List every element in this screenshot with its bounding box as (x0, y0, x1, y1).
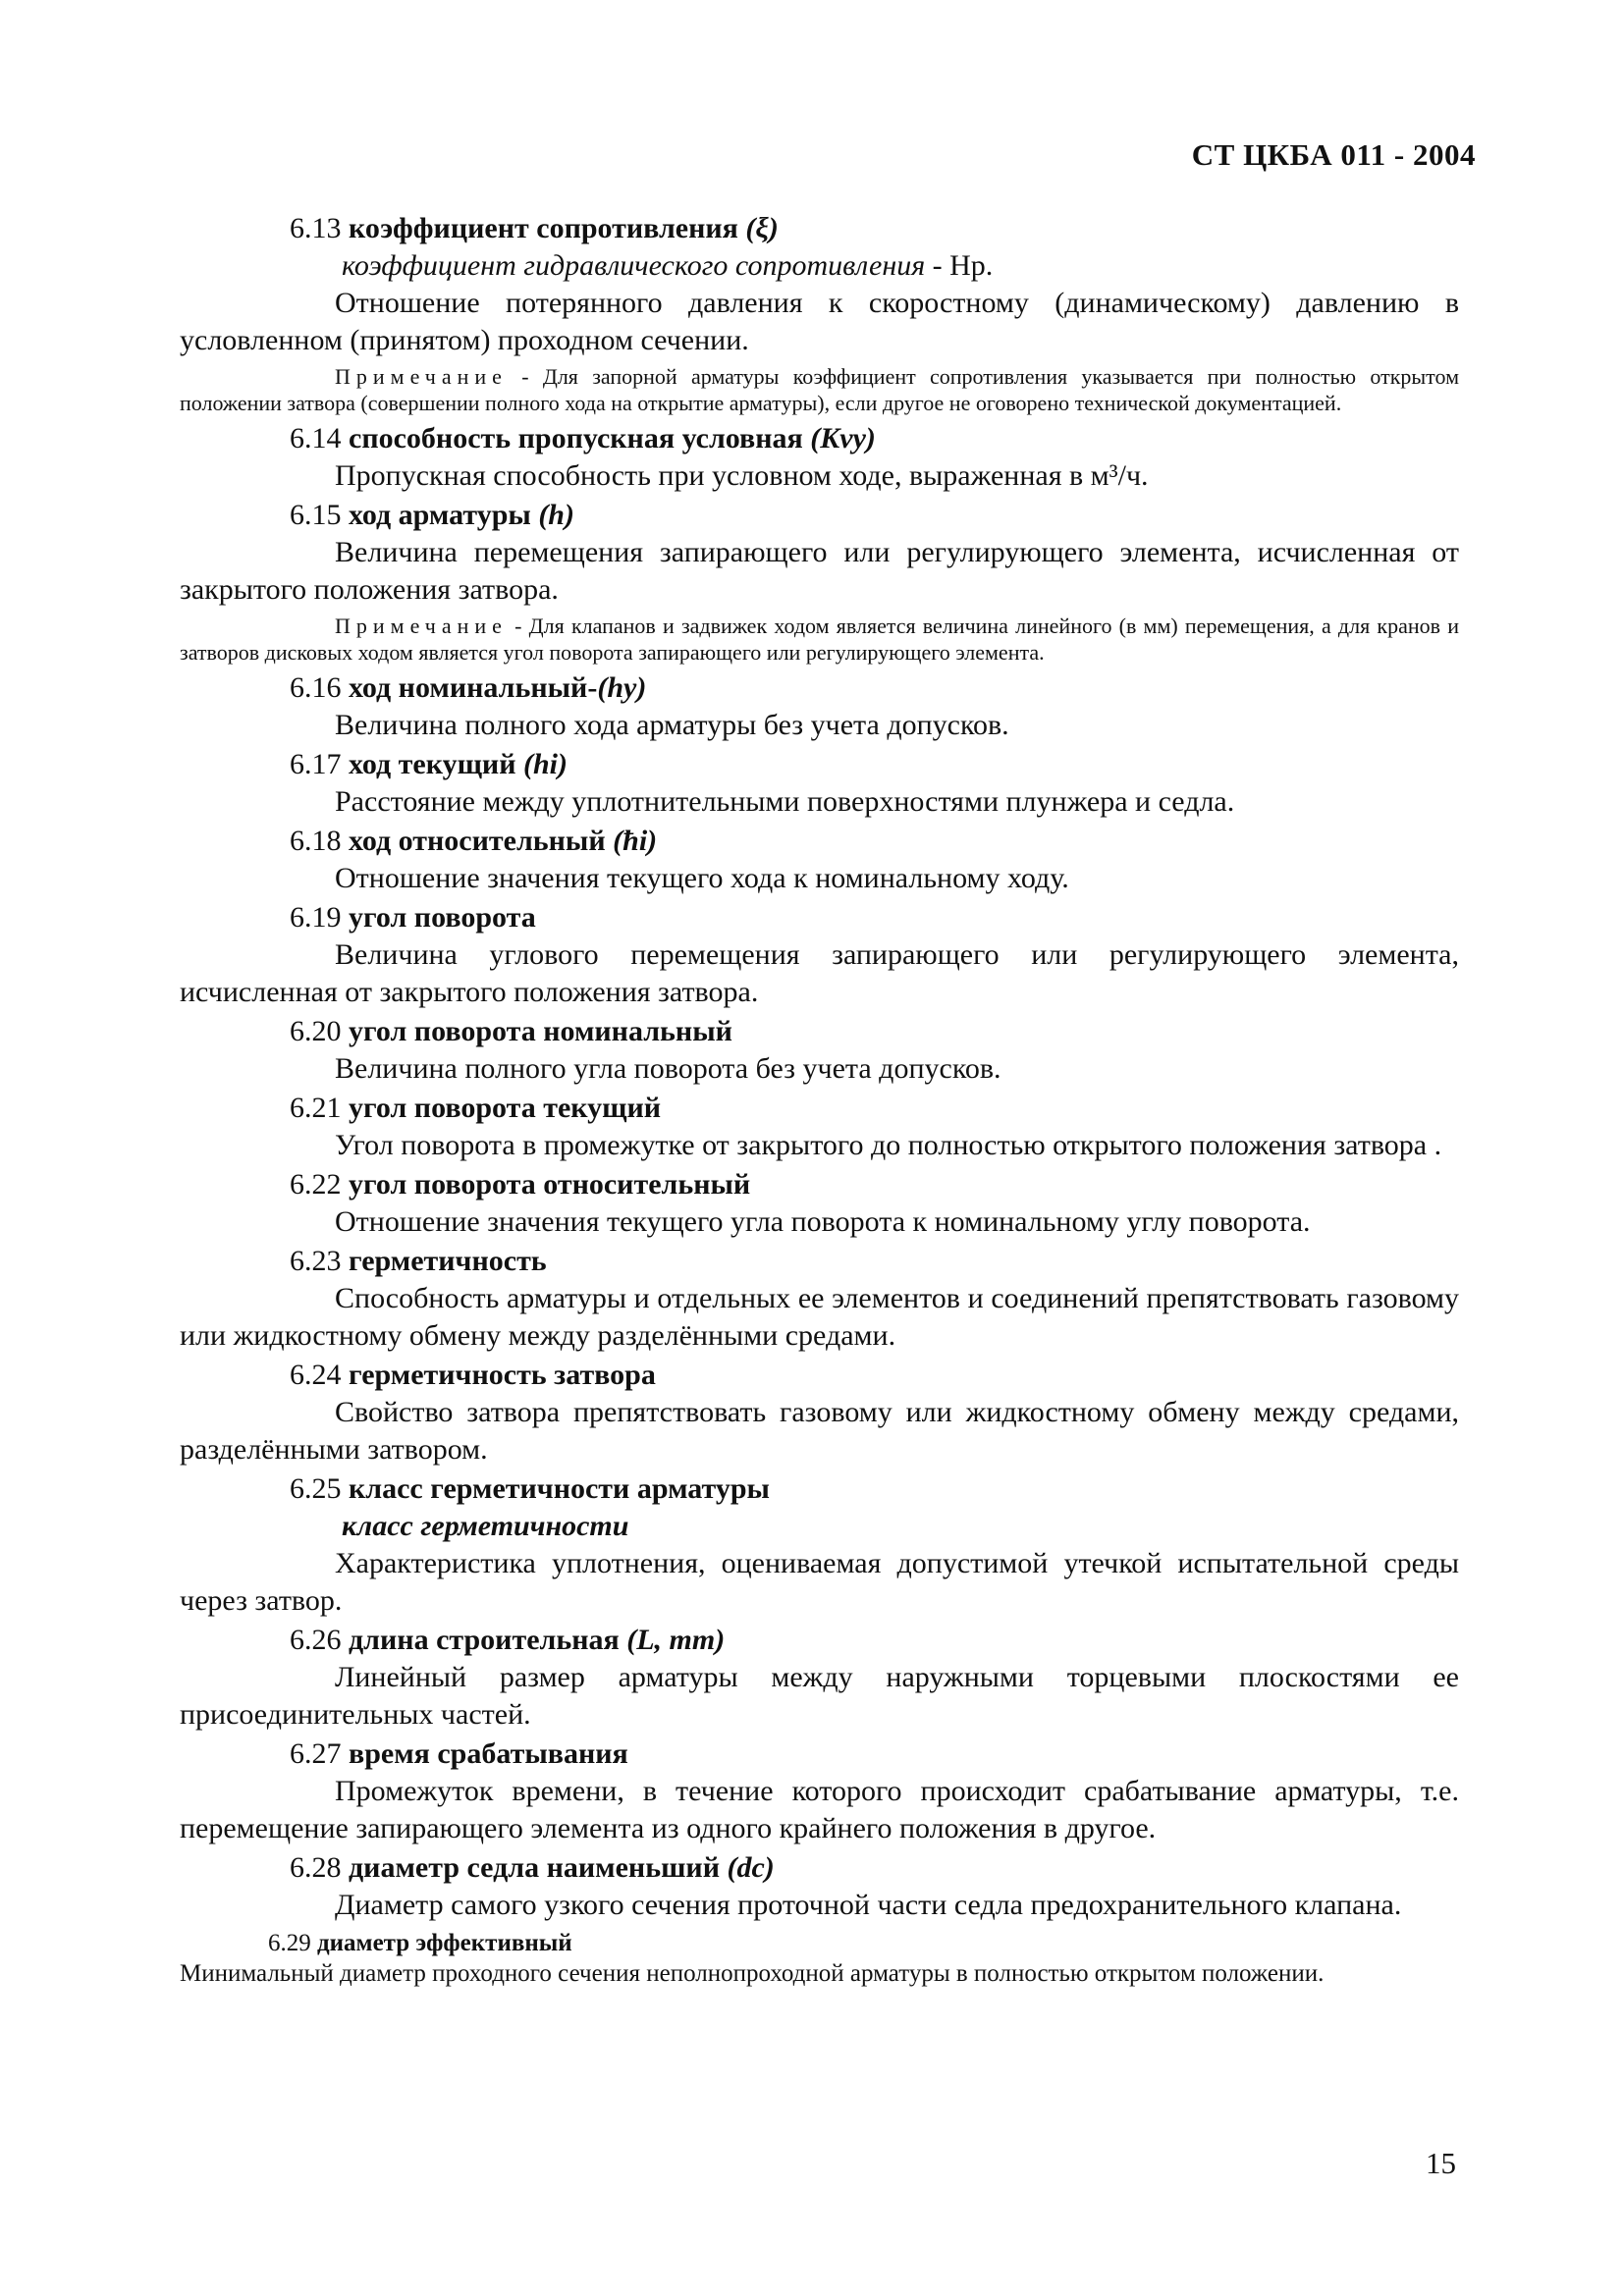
term-heading: 6.20 угол поворота номинальный (290, 1015, 732, 1047)
term-definition: Пропускная способность при условном ходе, выраженная в м³/ч. (335, 459, 1149, 492)
term-note: Примечание - Для запорной арматуры коэффициент сопротивления указывается при полностью открытом положении затвора (совершении полного хода на открытие арматуры), если другое не оговорено технической документацией. (180, 364, 1459, 415)
page-number: 15 (1426, 2146, 1456, 2180)
term-heading: 6.25 класс герметичности арматуры (290, 1472, 770, 1505)
term-definition: Отношение потерянного давления к скоростному (динамическому) давлению в условленном (принятом) проходном сечении. (180, 287, 1459, 356)
term-definition: Минимальный диаметр проходного сечения неполнопроходной арматуры в полностью открытом положении. (180, 1960, 1325, 1987)
term-definition: Величина полного хода арматуры без учета допусков. (335, 709, 1009, 741)
term-definition: Угол поворота в промежутке от закрытого до полностью открытого положения затвора . (335, 1129, 1442, 1161)
term-definition: Линейный размер арматуры между наружными торцевыми плоскостями ее присоединительных частей. (180, 1661, 1459, 1731)
term-heading: 6.22 угол поворота относительный (290, 1168, 751, 1201)
term-definition: Величина углового перемещения запирающего или регулирующего элемента, исчисленная от закрытого положения затвора. (180, 938, 1459, 1008)
term-heading: 6.17 ход текущий (hi) (290, 748, 568, 780)
term-heading: 6.21 угол поворота текущий (290, 1092, 662, 1124)
term-note: Примечание - Для клапанов и задвижек ходом является величина линейного (в мм) перемещения, а для кранов и затворов дисковых ходом является угол поворота запирающего или регулирующего элемента. (180, 614, 1459, 665)
term-heading: 6.28 диаметр седла наименьший (dc) (290, 1851, 775, 1884)
term-heading: 6.29 диаметр эффективный (268, 1930, 572, 1956)
term-definition: Величина перемещения запирающего или регулирующего элемента, исчисленная от закрытого положения затвора. (180, 536, 1459, 606)
term-heading: 6.19 угол поворота (290, 901, 536, 934)
document-code: СТ ЦКБА 011 - 2004 (1191, 137, 1476, 172)
term-heading: 6.14 способность пропускная условная (Kvy) (290, 422, 876, 454)
document-body (180, 210, 1459, 1989)
term-definition: Расстояние между уплотнительными поверхностями плунжера и седла. (335, 785, 1235, 818)
term-definition: Величина полного угла поворота без учета допусков. (335, 1052, 1001, 1085)
term-heading: 6.18 ход относительный (ħi) (290, 825, 658, 857)
term-heading: 6.26 длина строительная (L, mm) (290, 1624, 726, 1656)
term-definition: Свойство затвора препятствовать газовому или жидкостному обмену между средами, разделёнными затвором. (180, 1396, 1459, 1466)
term-heading: 6.23 герметичность (290, 1245, 547, 1277)
term-definition: Способность арматуры и отдельных ее элементов и соединений препятствовать газовому или жидкостному обмену между разделёнными средами. (180, 1282, 1459, 1352)
term-definition: Отношение значения текущего угла поворота к номинальному углу поворота. (335, 1205, 1311, 1238)
term-definition: Диаметр самого узкого сечения проточной части седла предохранительного клапана. (335, 1889, 1402, 1921)
term-synonym: коэффициент гидравлического сопротивления - Нр. (342, 249, 994, 282)
term-heading: 6.16 ход номинальный-(hy) (290, 671, 647, 704)
term-definition: Отношение значения текущего хода к номинальному ходу. (335, 862, 1069, 894)
term-heading: 6.24 герметичность затвора (290, 1359, 656, 1391)
term-synonym: класс герметичности (342, 1510, 629, 1542)
term-heading: 6.27 время срабатывания (290, 1737, 628, 1770)
term-definition: Промежуток времени, в течение которого происходит срабатывание арматуры, т.е. перемещение запирающего элемента из одного крайнего положения в другое. (180, 1775, 1459, 1844)
term-definition: Характеристика уплотнения, оцениваемая допустимой утечкой испытательной среды через затвор. (180, 1547, 1459, 1617)
term-heading: 6.13 коэффициент сопротивления (ξ) (290, 212, 779, 244)
term-heading: 6.15 ход арматуры (h) (290, 499, 574, 531)
